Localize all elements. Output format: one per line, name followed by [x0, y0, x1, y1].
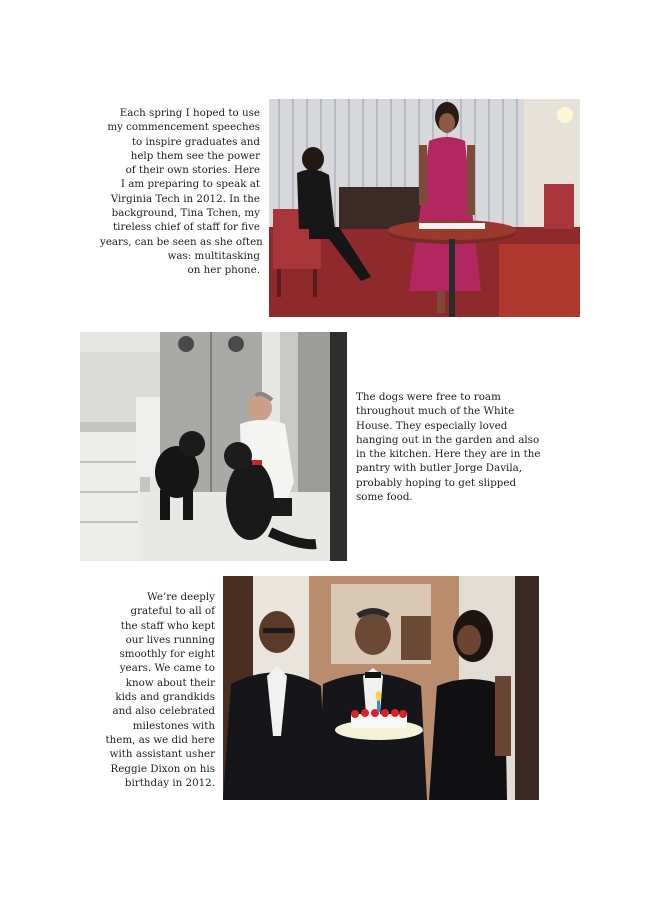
caption-line: Reggie Dixon on his [110, 762, 215, 775]
caption-line: Virginia Tech in 2012. In the [110, 192, 260, 205]
photo-dogs-pantry [80, 332, 347, 561]
caption-dogs [356, 390, 546, 504]
caption-line: the staff who kept [120, 619, 215, 632]
caption-line: and also celebrated [112, 705, 215, 718]
caption-line: throughout much of the White [356, 405, 515, 418]
caption-line: my commencement speeches [107, 121, 260, 134]
caption-line: probably hoping to get slipped [356, 476, 517, 489]
caption-line: House. They especially loved [356, 419, 508, 432]
caption-line: with assistant usher [109, 748, 215, 761]
caption-line: our lives running [125, 633, 215, 646]
caption-line: was: multitasking [167, 249, 260, 262]
caption-commencement [100, 106, 263, 278]
caption-line: on her phone. [187, 264, 260, 277]
caption-line: to inspire graduates and [131, 135, 260, 148]
caption-line: years. We came to [119, 662, 215, 675]
caption-line: of their own stories. Here [125, 164, 260, 177]
caption-line: them, as we did here [105, 733, 215, 746]
caption-line: milestones with [132, 719, 215, 732]
caption-line: birthday in 2012. [124, 776, 215, 789]
caption-staff-birthday [100, 590, 215, 790]
photo-birthday-celebration [223, 576, 539, 800]
caption-line: help them see the power [130, 149, 260, 162]
caption-line: I am preparing to speak at [120, 178, 260, 191]
caption-line: smoothly for eight [119, 648, 215, 661]
caption-line: in the kitchen. Here they are in the [356, 448, 541, 461]
caption-line: years, can be seen as she often [100, 235, 263, 248]
caption-line: background, Tina Tchen, my [111, 207, 260, 220]
caption-line: Each spring I hoped to use [119, 107, 260, 119]
caption-line: kids and grandkids [115, 691, 215, 704]
caption-line: some food. [356, 491, 413, 504]
caption-line: We’re deeply [147, 591, 215, 603]
photo-commencement-prep [269, 99, 580, 317]
caption-line: hanging out in the garden and also [356, 433, 540, 446]
caption-line: grateful to all of [130, 605, 215, 618]
caption-line: The dogs were free to roam [356, 391, 501, 403]
caption-line: know about their [125, 676, 215, 689]
caption-line: pantry with butler Jorge Davila, [356, 462, 523, 475]
caption-line: tireless chief of staff for five [113, 221, 260, 234]
